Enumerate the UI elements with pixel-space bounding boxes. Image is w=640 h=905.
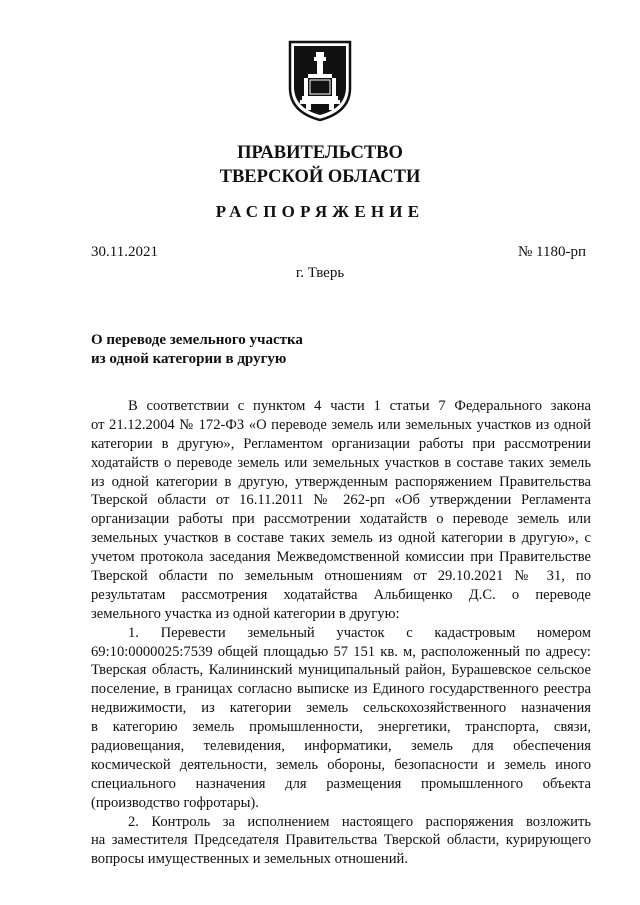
document-subject: [91, 331, 303, 369]
document-number: № 1180-рп: [517, 244, 586, 260]
text-line: категории в другую», Регламентом организации работы при рассмотрении: [91, 435, 591, 452]
document-city: г. Тверь: [295, 265, 345, 281]
text-line: 2. Контроль за исполнением настоящего распоряжения возложить: [128, 813, 591, 830]
text-line: в категорию земель промышленности, энергетики, транспорта, связи,: [91, 719, 591, 736]
text-line: радиовещания, телевидения, информатики, земель для обеспечения: [91, 738, 591, 755]
text-line: 1. Перевести земельный участок с кадастровым номером: [128, 624, 591, 641]
text-line: из одной категории в другую, утвержденным распоряжением Правительства: [91, 473, 591, 490]
text-line: Тверской области по земельным отношениям от 29.10.2021 № 31, по: [91, 568, 591, 585]
paragraph-item-1: [91, 624, 591, 813]
text-line: учетом протокола заседания Межведомственной комиссии при Правительстве: [91, 549, 591, 566]
coat-of-arms-emblem: [286, 40, 354, 122]
text-line: В соответствии с пунктом 4 части 1 статьи 7 Федерального закона: [128, 398, 591, 414]
document-body: [91, 397, 591, 869]
text-line: специального назначения для размещения промышленного объекта: [91, 775, 591, 792]
text-line: вопросы имущественных и земельных отношений.: [91, 851, 409, 868]
document-type: РАСПОРЯЖЕНИЕ: [215, 202, 425, 221]
text-line: ходатайств о переводе земель или земельных участков в составе таких земель: [91, 454, 591, 471]
subject-line2: из одной категории в другую: [91, 351, 287, 367]
text-line: поселение, в границах согласно выписке из Единого государственного реестра: [91, 681, 591, 698]
document-date: 30.11.2021: [91, 244, 158, 260]
text-line: 69:10:0000025:7539 общей площадью 57 151 кв. м, расположенный по адресу:: [91, 643, 591, 660]
paragraph-preamble: [91, 397, 591, 624]
text-line: земельного участка из одной категории в другую:: [91, 605, 400, 622]
subject-line1: О переводе земельного участка: [91, 332, 303, 348]
text-line: Тверской области от 16.11.2011 № 262-рп «Об утверждении Регламента: [91, 492, 591, 509]
text-line: недвижимости, из категории земель сельскохозяйственного назначения: [91, 700, 591, 717]
government-title-line1: ПРАВИТЕЛЬСТВО: [237, 143, 403, 163]
government-title-line2: ТВЕРСКОЙ ОБЛАСТИ: [219, 167, 421, 187]
text-line: от 21.12.2004 № 172-ФЗ «О переводе земель или земельных участков из одной: [91, 416, 591, 433]
text-line: космической деятельности, земель обороны, безопасности и земель иного: [91, 756, 591, 773]
text-line: (производство гофротары).: [91, 794, 259, 811]
text-line: земельных участков в составе таких земель из одной категории в другую», с: [91, 530, 591, 547]
text-line: на заместителя Председателя Правительства Тверской области, курирующего: [91, 832, 591, 849]
paragraph-item-2: [91, 813, 591, 870]
text-line: Тверская область, Калининский муниципальный район, Бурашевское сельское: [91, 662, 591, 679]
text-line: результатам рассмотрения ходатайства Альбищенко Д.С. о переводе: [91, 586, 591, 603]
text-line: организации работы при рассмотрении ходатайств о переводе земель или: [91, 511, 591, 528]
